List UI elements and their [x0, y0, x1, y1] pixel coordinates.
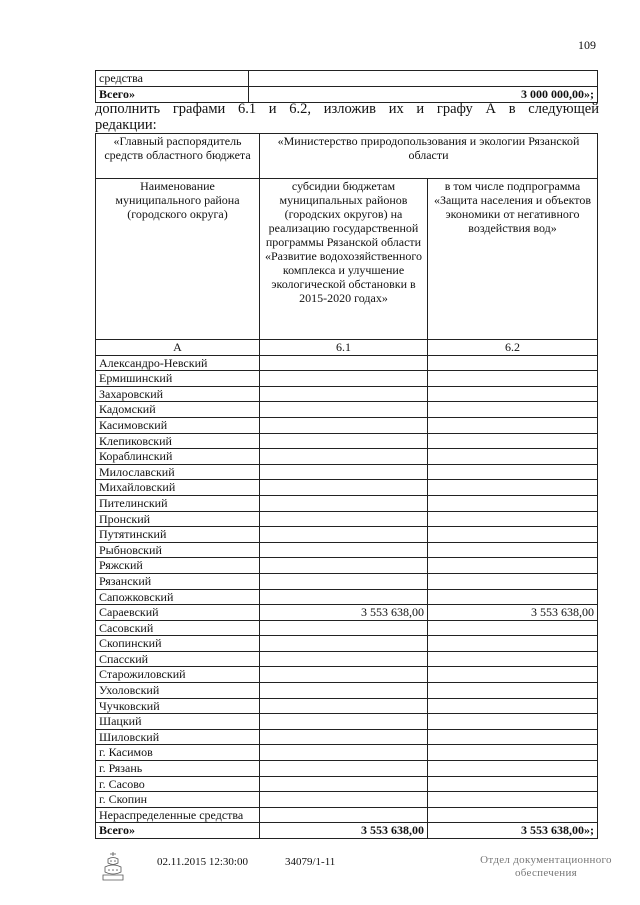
total-label: Всего» [96, 823, 260, 839]
top-total-label: Всего» [96, 87, 249, 103]
district-name: Спасский [96, 651, 260, 667]
table-row [96, 714, 598, 730]
footer-datetime: 02.11.2015 12:30:00 [157, 856, 248, 868]
value-61: 3 553 638,00 [260, 605, 428, 621]
table-row [96, 495, 598, 511]
district-name: Сапожковский [96, 589, 260, 605]
district-name: Шацкий [96, 714, 260, 730]
value-62 [428, 807, 598, 823]
district-name: г. Касимов [96, 745, 260, 761]
table-row [96, 417, 598, 433]
value-61 [260, 714, 428, 730]
value-62 [428, 729, 598, 745]
table-row [96, 651, 598, 667]
main-table [95, 133, 598, 839]
table-row [96, 449, 598, 465]
value-61 [260, 558, 428, 574]
value-62 [428, 573, 598, 589]
value-62 [428, 761, 598, 777]
district-name: Скопинский [96, 636, 260, 652]
value-61 [260, 449, 428, 465]
district-name: Сасовский [96, 620, 260, 636]
value-62 [428, 683, 598, 699]
value-62 [428, 542, 598, 558]
value-61 [260, 402, 428, 418]
district-name: Милославский [96, 464, 260, 480]
distributor-row [96, 134, 598, 179]
district-name: Захаровский [96, 386, 260, 402]
top-row-label: средства [96, 71, 249, 87]
value-62 [428, 355, 598, 371]
table-row [96, 776, 598, 792]
district-name: Пронский [96, 511, 260, 527]
distributor-label: «Главный распорядитель средств областного бюджета [96, 134, 260, 179]
value-61 [260, 480, 428, 496]
district-name: Шиловский [96, 729, 260, 745]
value-62 [428, 698, 598, 714]
col-a-code: А [96, 340, 260, 356]
district-name: Сараевский [96, 605, 260, 621]
district-name: Кадомский [96, 402, 260, 418]
total-value-61: 3 553 638,00 [260, 823, 428, 839]
value-61 [260, 371, 428, 387]
total-row [96, 823, 598, 839]
col-62-code: 6.2 [428, 340, 598, 356]
value-62 [428, 589, 598, 605]
district-name: Пителинский [96, 495, 260, 511]
value-62 [428, 714, 598, 730]
value-62 [428, 527, 598, 543]
emblem-icon [100, 850, 126, 882]
table-row [96, 636, 598, 652]
district-name: Кораблинский [96, 449, 260, 465]
value-61 [260, 386, 428, 402]
table-row [96, 745, 598, 761]
value-61 [260, 417, 428, 433]
col-a-title: Наименование муниципального района (городского округа) [96, 179, 260, 340]
value-62 [428, 636, 598, 652]
district-name: Рыбновский [96, 542, 260, 558]
value-61 [260, 667, 428, 683]
table-row [96, 589, 598, 605]
table-row [96, 683, 598, 699]
table-row [96, 761, 598, 777]
col-62-title: в том числе подпрограмма «Защита населения и объектов экономики от негативного воздействия вод» [428, 179, 598, 340]
table-row [96, 464, 598, 480]
value-62 [428, 495, 598, 511]
table-row [96, 605, 598, 621]
table-row [96, 71, 598, 87]
footer-doc-id: 34079/1-11 [285, 856, 336, 868]
value-62 [428, 449, 598, 465]
table-row [96, 792, 598, 808]
value-62 [428, 433, 598, 449]
total-value-62: 3 553 638,00»; [428, 823, 598, 839]
value-61 [260, 745, 428, 761]
table-row [96, 542, 598, 558]
value-61 [260, 636, 428, 652]
top-total-value: 3 000 000,00»; [249, 87, 598, 103]
table-row [96, 480, 598, 496]
value-62 [428, 480, 598, 496]
table-row [96, 355, 598, 371]
district-name: Клепиковский [96, 433, 260, 449]
value-61 [260, 761, 428, 777]
district-name: г. Скопин [96, 792, 260, 808]
value-61 [260, 495, 428, 511]
value-61 [260, 355, 428, 371]
page-number: 109 [578, 38, 596, 52]
value-62 [428, 386, 598, 402]
district-name: Рязанский [96, 573, 260, 589]
value-62 [428, 745, 598, 761]
district-name: г. Рязань [96, 761, 260, 777]
value-62 [428, 776, 598, 792]
value-61 [260, 527, 428, 543]
district-name: Ухоловский [96, 683, 260, 699]
value-61 [260, 651, 428, 667]
value-61 [260, 807, 428, 823]
district-name: Касимовский [96, 417, 260, 433]
top-table [95, 70, 598, 103]
value-62 [428, 792, 598, 808]
value-62 [428, 620, 598, 636]
value-61 [260, 433, 428, 449]
district-name: Михайловский [96, 480, 260, 496]
table-row [96, 620, 598, 636]
table-row [96, 386, 598, 402]
table-row [96, 402, 598, 418]
value-61 [260, 776, 428, 792]
district-name: Ряжский [96, 558, 260, 574]
table-row [96, 558, 598, 574]
value-62: 3 553 638,00 [428, 605, 598, 621]
value-61 [260, 573, 428, 589]
value-62 [428, 667, 598, 683]
value-61 [260, 698, 428, 714]
value-62 [428, 558, 598, 574]
value-62 [428, 371, 598, 387]
department-stamp: Отдел документационного обеспечения [480, 854, 612, 879]
value-61 [260, 464, 428, 480]
value-61 [260, 589, 428, 605]
column-title-row [96, 179, 598, 340]
value-62 [428, 464, 598, 480]
table-row [96, 698, 598, 714]
table-row [96, 807, 598, 823]
column-code-row [96, 340, 598, 356]
table-row [96, 433, 598, 449]
top-row-value [249, 71, 598, 87]
district-name: Нераспределенные средства [96, 807, 260, 823]
district-name: Путятинский [96, 527, 260, 543]
value-61 [260, 729, 428, 745]
value-61 [260, 620, 428, 636]
value-62 [428, 511, 598, 527]
value-61 [260, 511, 428, 527]
value-61 [260, 792, 428, 808]
district-name: г. Сасово [96, 776, 260, 792]
intro-text: дополнить графами 6.1 и 6.2, изложив их и графу А в следующей редакции: [95, 101, 599, 133]
district-name: Чучковский [96, 698, 260, 714]
district-name: Александро-Невский [96, 355, 260, 371]
district-name: Ермишинский [96, 371, 260, 387]
table-row [96, 573, 598, 589]
col-61-title: субсидии бюджетам муниципальных районов (городских округов) на реализацию государственной программы Рязанской области «Развитие водохозяйственного комплекса и улучшение экологической обстановки в 2015-2020 годах» [260, 179, 428, 340]
value-62 [428, 417, 598, 433]
table-row [96, 371, 598, 387]
value-61 [260, 683, 428, 699]
table-row [96, 667, 598, 683]
table-row [96, 527, 598, 543]
table-row [96, 729, 598, 745]
value-62 [428, 402, 598, 418]
value-61 [260, 542, 428, 558]
district-name: Старожиловский [96, 667, 260, 683]
table-row [96, 511, 598, 527]
ministry-name: «Министерство природопользования и экологии Рязанской области [260, 134, 598, 179]
col-61-code: 6.1 [260, 340, 428, 356]
value-62 [428, 651, 598, 667]
